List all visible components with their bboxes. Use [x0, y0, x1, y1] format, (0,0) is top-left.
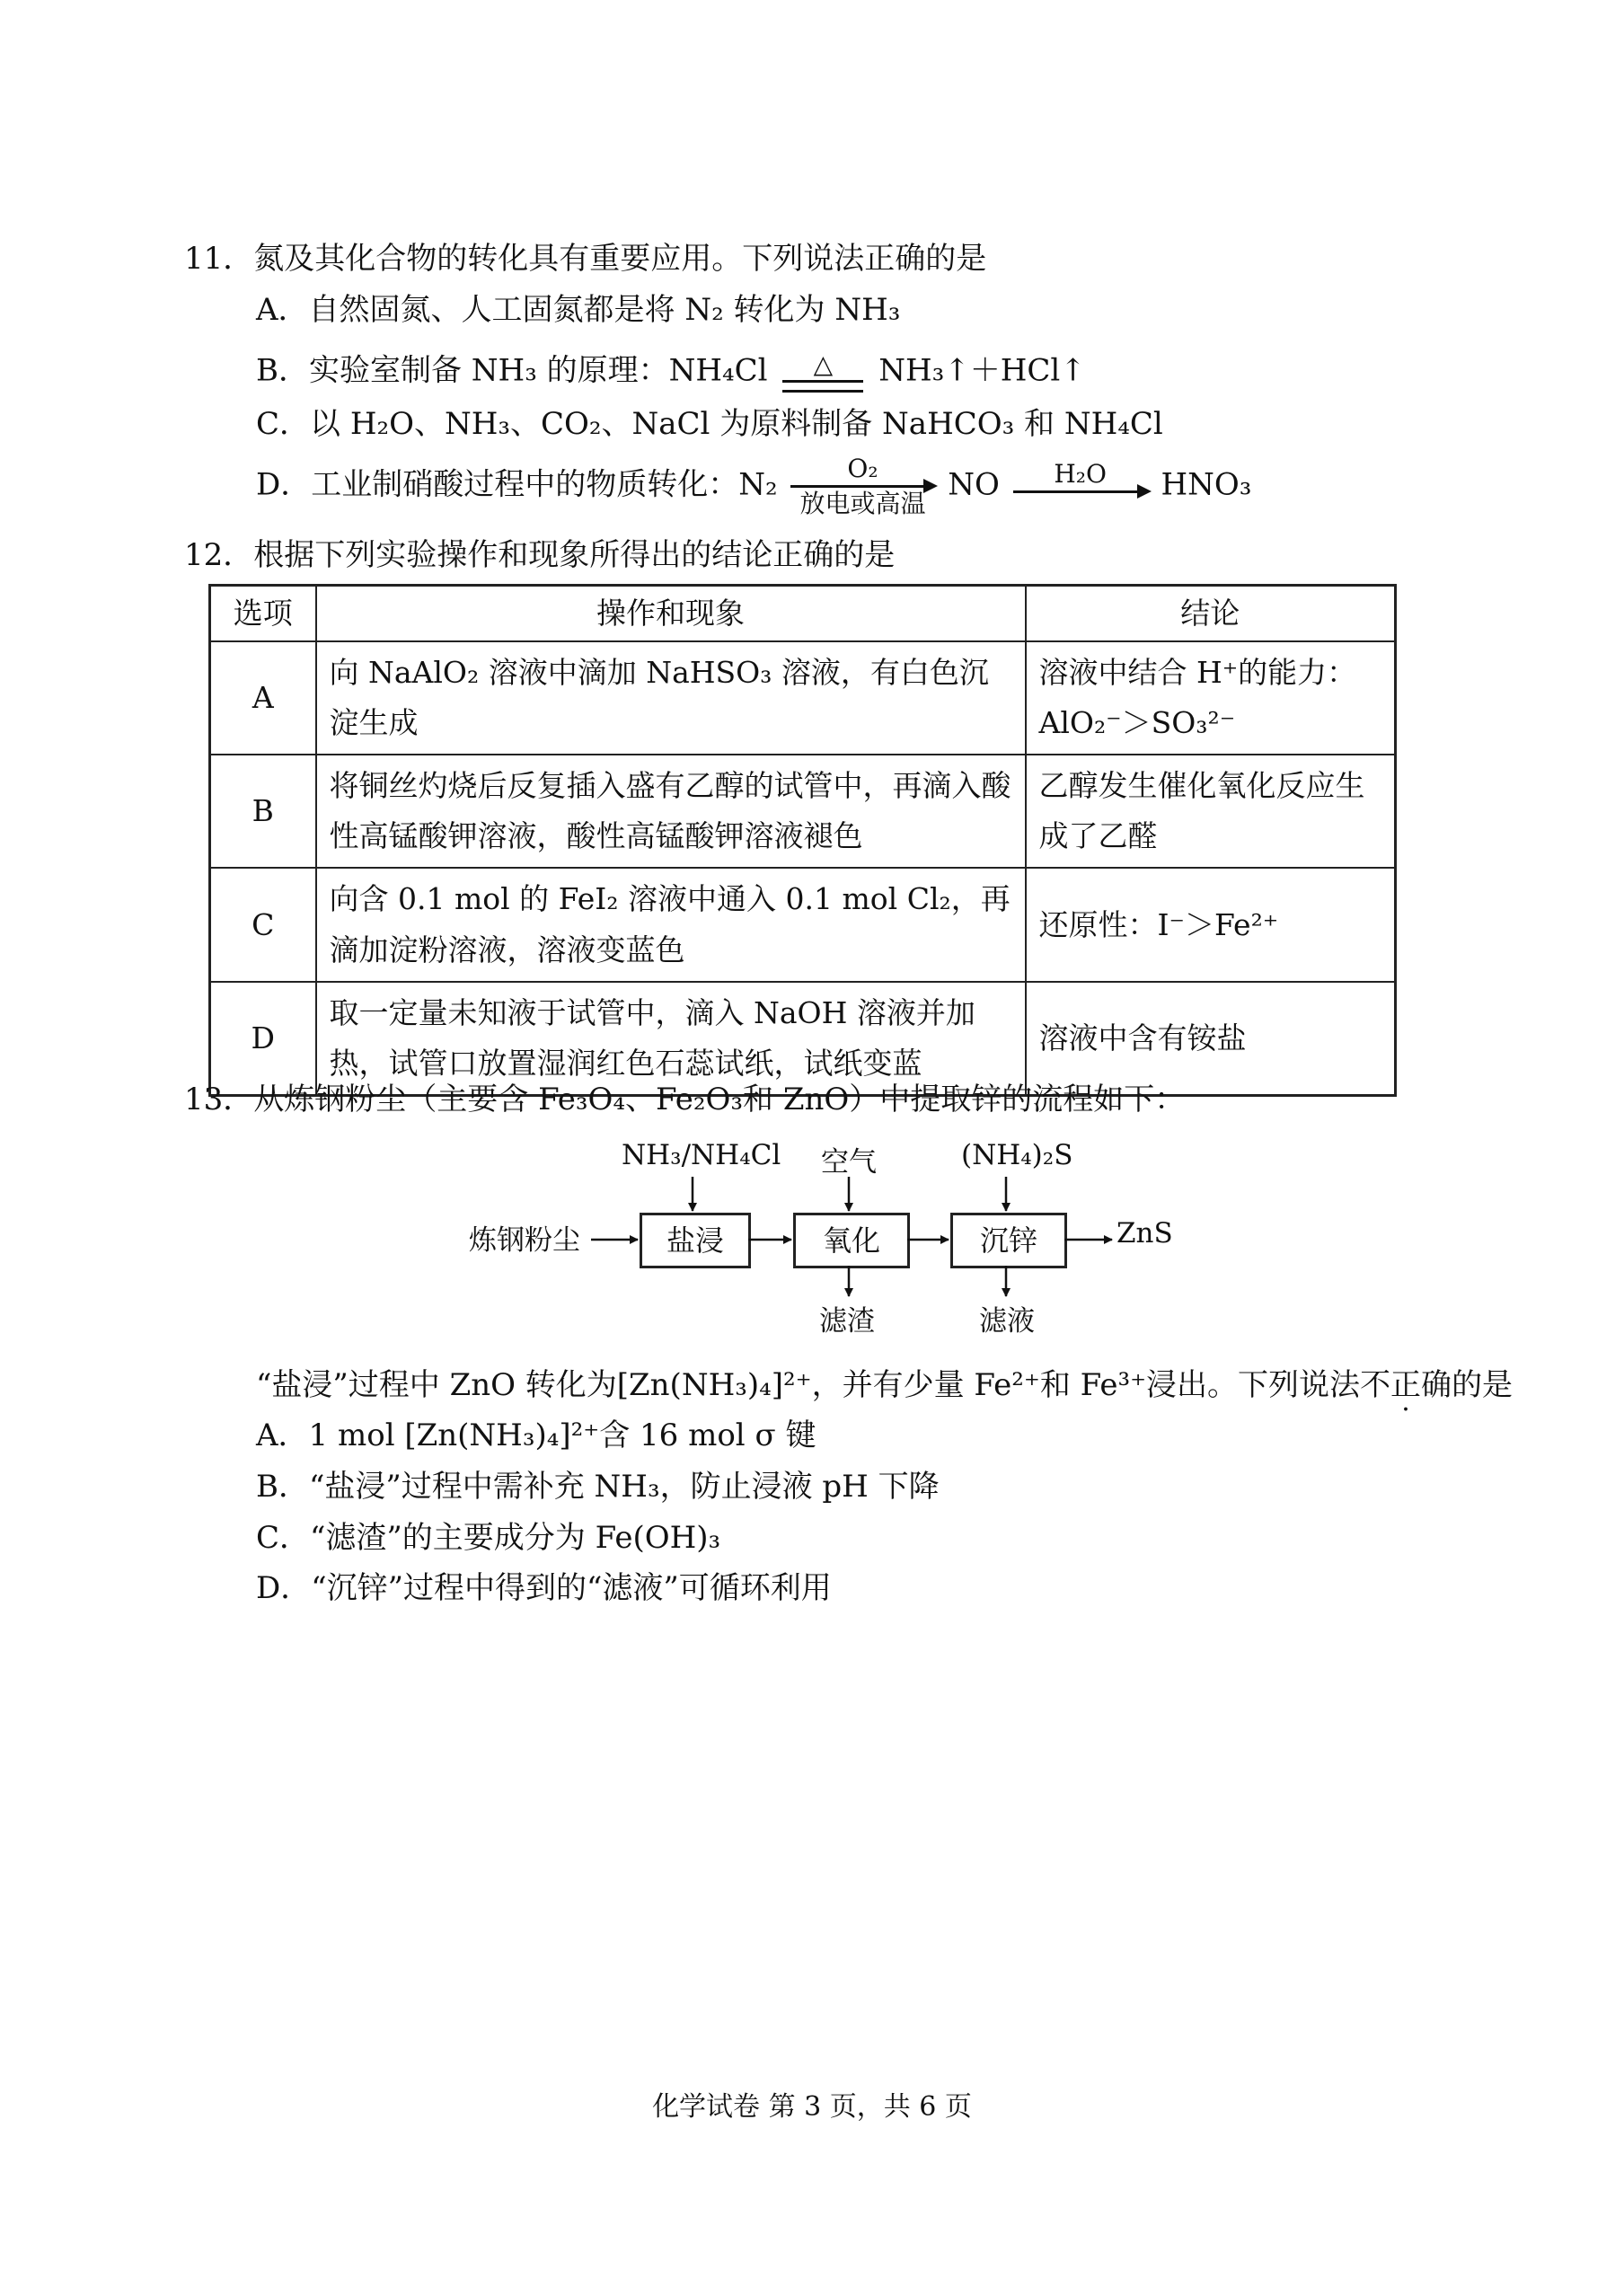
- q13-option-c: C．“滤渣”的主要成分为 Fe(OH)₃: [256, 1520, 721, 1556]
- arrow2-condition-top: H₂O: [1054, 458, 1107, 489]
- reaction-arrow-2: [1013, 458, 1148, 497]
- row-conclusion: 溶液中结合 H⁺的能力：AlO₂⁻＞SO₃²⁻: [1026, 641, 1396, 755]
- q13-info-emphasis: 不正确: [1360, 1367, 1452, 1403]
- flow-input-1: NH₃/NH₄Cl: [622, 1139, 781, 1171]
- header-conclusion: 结论: [1026, 586, 1396, 642]
- row-operation: 取一定量未知液于试管中，滴入 NaOH 溶液并加热，试管口放置湿润红色石蕊试纸，试纸变蓝: [316, 982, 1026, 1096]
- flow-box-step3: 沉锌: [950, 1213, 1067, 1268]
- q11-d-reactant: D．工业制硝酸过程中的物质转化：N₂: [256, 466, 778, 503]
- q11-d-product: HNO₃: [1161, 466, 1252, 503]
- q12-stem: 12．根据下列实验操作和现象所得出的结论正确的是: [184, 537, 896, 573]
- q13-stem: 13．从炼钢粉尘（主要含 Fe₃O₄、Fe₂O₃和 ZnO）中提取锌的流程如下：: [184, 1082, 1186, 1117]
- q11-option-b: [256, 349, 1086, 393]
- q11-stem: 11．氮及其化合物的转化具有重要应用。下列说法正确的是: [184, 241, 987, 277]
- flow-input-3: (NH₄)₂S: [961, 1139, 1073, 1171]
- q13-option-d: D．“沉锌”过程中得到的“滤液”可循环利用: [256, 1570, 832, 1606]
- flow-box-step1: 盐浸: [640, 1213, 751, 1268]
- table-row: [210, 868, 1396, 981]
- page-footer: 化学试卷 第 3 页，共 6 页: [652, 2091, 972, 2123]
- flow-box-step2: 氧化: [793, 1213, 910, 1268]
- flow-output-2: 滤渣: [819, 1305, 875, 1338]
- q11-option-a: A．自然固氮、人工固氮都是将 N₂ 转化为 NH₃: [256, 292, 901, 328]
- row-option: B: [210, 755, 316, 868]
- flow-input-2: 空气: [821, 1146, 877, 1179]
- row-conclusion: 溶液中含有铵盐: [1026, 982, 1396, 1096]
- q11-b-reactant: B．实验室制备 NH₃ 的原理：NH₄Cl: [256, 352, 768, 389]
- row-operation: 向含 0.1 mol 的 FeI₂ 溶液中通入 0.1 mol Cl₂，再滴加淀粉溶液，溶液变蓝色: [316, 868, 1026, 981]
- row-operation: 向 NaAlO₂ 溶液中滴加 NaHSO₃ 溶液，有白色沉淀生成: [316, 641, 1026, 755]
- q13-option-b: B．“盐浸”过程中需补充 NH₃，防止浸液 pH 下降: [256, 1469, 940, 1505]
- row-conclusion: 还原性：I⁻＞Fe²⁺: [1026, 868, 1396, 981]
- header-option: 选项: [210, 586, 316, 642]
- row-option: C: [210, 868, 316, 981]
- reaction-arrow-1: [790, 456, 934, 517]
- heat-equals-sign: [782, 349, 863, 393]
- q13-info: [256, 1367, 1513, 1404]
- q11-option-c: C．以 H₂O、NH₃、CO₂、NaCl 为原料制备 NaHCO₃ 和 NH₄Cl: [256, 406, 1163, 442]
- row-option: A: [210, 641, 316, 755]
- row-option: D: [210, 982, 316, 1096]
- q12-table: [208, 584, 1397, 1097]
- table-row: [210, 755, 1396, 868]
- q11-option-d: [256, 456, 1251, 517]
- table-row: [210, 641, 1396, 755]
- flow-end-label: ZnS: [1116, 1217, 1173, 1250]
- q13-info-end: 的是: [1452, 1367, 1514, 1403]
- table-header-row: [210, 586, 1396, 642]
- q13-option-a: A．1 mol [Zn(NH₃)₄]²⁺含 16 mol σ 键: [256, 1417, 816, 1453]
- flow-output-3: 滤液: [979, 1305, 1035, 1338]
- heat-symbol: △: [813, 349, 834, 379]
- arrow1-condition-bottom: 放电或高温: [799, 489, 926, 518]
- flow-start-label: 炼钢粉尘: [469, 1224, 580, 1257]
- q11-d-intermediate: NO: [948, 466, 1000, 503]
- row-conclusion: 乙醇发生催化氧化反应生成了乙醛: [1026, 755, 1396, 868]
- table-row: [210, 982, 1396, 1096]
- header-operation: 操作和现象: [316, 586, 1026, 642]
- arrow1-condition-top: O₂: [847, 454, 878, 483]
- row-operation: 将铜丝灼烧后反复插入盛有乙醇的试管中，再滴入酸性高锰酸钾溶液，酸性高锰酸钾溶液褪色: [316, 755, 1026, 868]
- q11-b-products: NH₃↑＋HCl↑: [878, 352, 1086, 389]
- q13-info-text: “盐浸”过程中 ZnO 转化为[Zn(NH₃)₄]²⁺，并有少量 Fe²⁺和 Fe³⁺浸出。下列说法: [256, 1367, 1361, 1403]
